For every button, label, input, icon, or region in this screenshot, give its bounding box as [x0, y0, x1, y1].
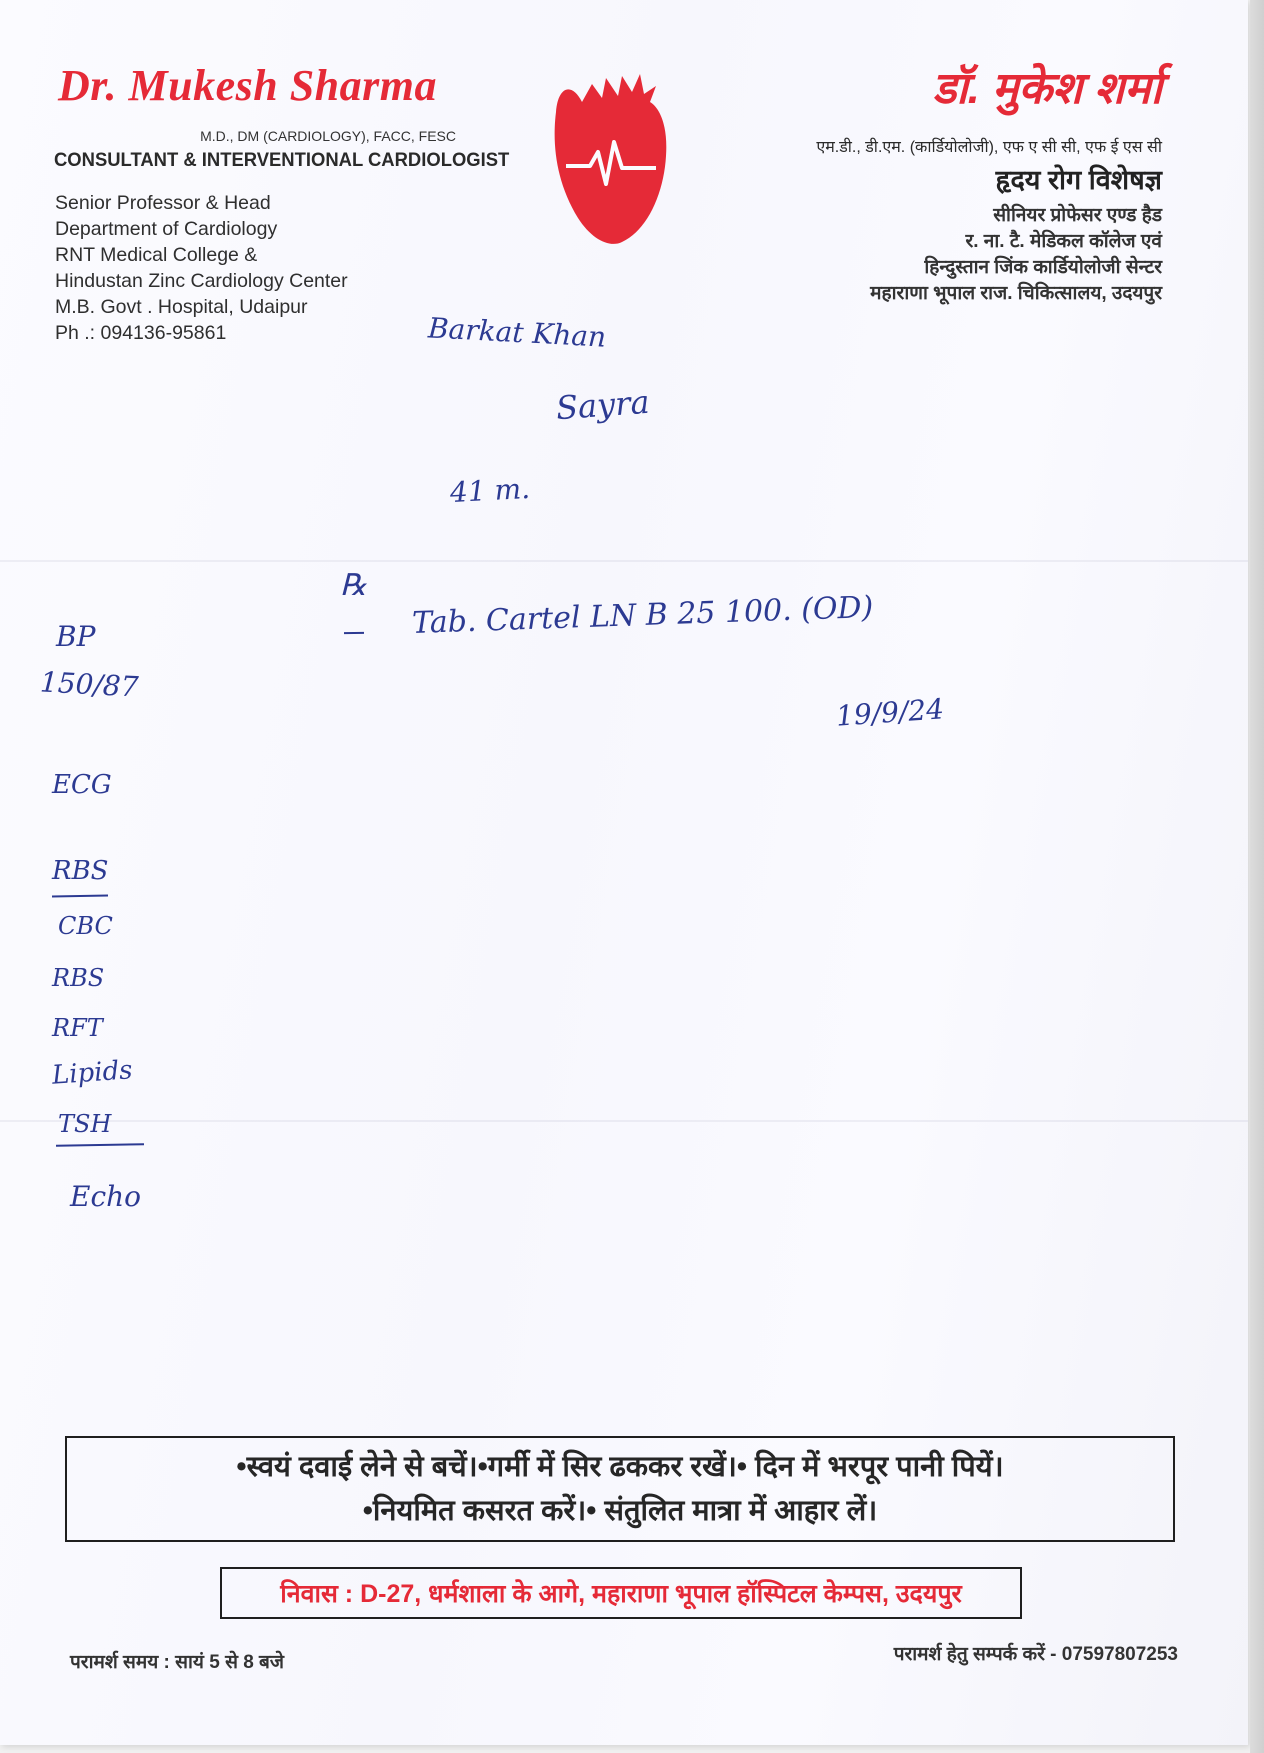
investigation-underline: [52, 895, 108, 898]
contact-number: परामर्श हेतु सम्पर्क करें - 07597807253: [893, 1644, 1178, 1665]
affiliation-line: हिन्दुस्तान जिंक कार्डियोलोजी सेन्टर: [924, 257, 1162, 278]
phone-number: Ph .: 094136-95861: [55, 322, 227, 344]
affiliation-line: Hindustan Zinc Cardiology Center: [55, 270, 348, 292]
rx-icon: ℞: [340, 568, 367, 603]
advice-line: •नियमित कसरत करें।• संतुलित मात्रा में आहार लें।: [362, 1495, 878, 1527]
affiliation-line: M.B. Govt . Hospital, Udaipur: [55, 296, 308, 318]
prescription-date: 19/9/24: [834, 692, 945, 733]
investigation-item: ECG: [52, 770, 112, 800]
affiliation-line: र. ना. टै. मेडिकल कॉलेज एवं: [965, 231, 1162, 252]
rx-underline: [344, 632, 364, 634]
affiliation-line: सीनियर प्रोफेसर एण्ड हैड: [993, 205, 1162, 226]
health-advice-box: [65, 1436, 1175, 1542]
investigation-item: TSH: [58, 1110, 112, 1138]
qualifications-english: M.D., DM (CARDIOLOGY), FACC, FESC: [200, 128, 456, 144]
bp-value: 150/87: [39, 665, 140, 704]
affiliation-english: [55, 190, 348, 346]
paper-crease: [0, 1120, 1248, 1122]
patient-name: Barkat Khan: [427, 311, 607, 354]
affiliation-line: Senior Professor & Head: [55, 192, 271, 214]
investigation-underline: [56, 1143, 144, 1147]
affiliation-hindi: [700, 203, 1162, 307]
investigation-item: CBC: [58, 912, 113, 940]
affiliation-line: RNT Medical College &: [55, 244, 258, 266]
investigation-item: RBS: [52, 856, 109, 886]
qualifications-hindi: एम.डी., डी.एम. (कार्डियोलोजी), एफ ए सी सी, एफ ई एस सी: [816, 139, 1162, 156]
heart-ecg-icon: [552, 72, 672, 248]
advice-line: •स्वयं दवाई लेने से बचें।•गर्मी में सिर ढककर रखें।• दिन में भरपूर पानी पियें।: [236, 1451, 1004, 1483]
role-english: CONSULTANT & INTERVENTIONAL CARDIOLOGIST: [54, 150, 510, 171]
bp-label: BP: [56, 620, 96, 653]
patient-place: Sayra: [554, 382, 651, 428]
affiliation-line: महाराणा भूपाल राज. चिकित्सालय, उदयपुर: [870, 283, 1162, 304]
consultation-timing: परामर्श समय : सायं 5 से 8 बजे: [70, 1652, 284, 1673]
page-edge: [1250, 0, 1264, 1753]
doctor-name-hindi: डॉ. मुकेश शर्मा: [932, 64, 1162, 113]
residence-address: निवास : D-27, धर्मशाला के आगे, महाराणा भूपाल हॉस्पिटल केम्पस, उदयपुर: [220, 1567, 1022, 1619]
investigation-item: Lipids: [51, 1055, 134, 1091]
investigation-item: RFT: [52, 1014, 103, 1042]
paper-crease: [0, 560, 1248, 562]
affiliation-line: Department of Cardiology: [55, 218, 278, 240]
investigation-item: Echo: [70, 1180, 142, 1213]
prescription-line: Tab. Cartel LN B 25 100. (OD): [411, 589, 874, 642]
investigation-item: RBS: [52, 964, 105, 992]
role-hindi: हृदय रोग विशेषज्ञ: [995, 165, 1162, 195]
doctor-name-english: Dr. Mukesh Sharma: [58, 61, 437, 110]
patient-age-sex: 41 m.: [449, 471, 531, 510]
